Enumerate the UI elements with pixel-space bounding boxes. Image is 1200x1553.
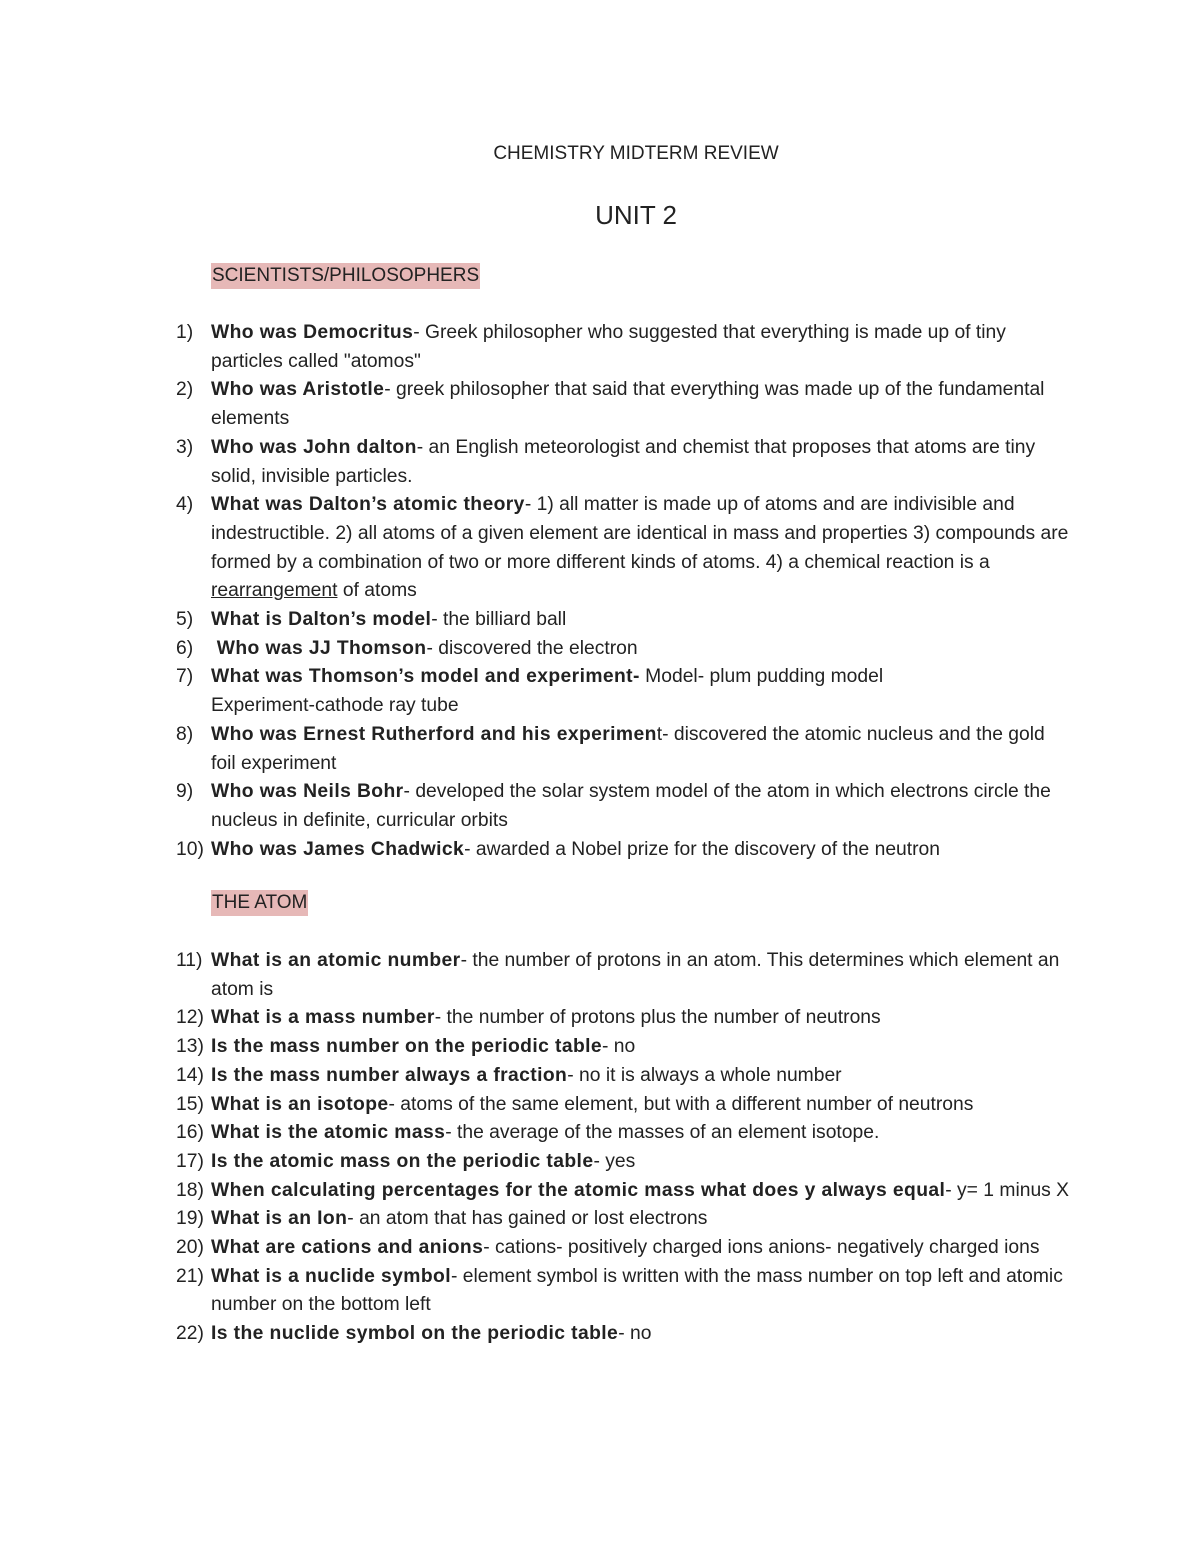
question-text: What is a mass number [211,1007,435,1029]
item-text [211,1062,1071,1091]
item-number: 16) [176,1122,204,1144]
list-item [0,1205,1200,1234]
item-text [211,434,1071,491]
list-item [0,319,1200,376]
item-number: 20) [176,1237,204,1259]
answer-text: - atoms of the same element, but with a different number of neutrons [388,1093,974,1115]
question-text: What is the atomic mass [211,1122,446,1144]
item-number: 7) [176,666,194,688]
answer-text: - the billiard ball [431,609,567,631]
list-item [0,1148,1200,1177]
item-text [211,836,1071,865]
question-text: Who was JJ Thomson [211,637,427,659]
question-text: Is the mass number on the periodic table [211,1036,602,1058]
list-item [0,1177,1200,1206]
item-text [211,1148,1071,1177]
question-text: What is an atomic number [211,950,461,971]
answer-text: - greek philosopher that said that everything was made up of the fundamental elements [211,379,1045,430]
item-text [211,1091,1071,1120]
item-number: 21) [176,1265,204,1287]
question-text: What is an isotope [211,1093,389,1115]
document-title: CHEMISTRY MIDTERM REVIEW [493,143,779,164]
item-text [211,947,1071,1004]
list-item [0,947,1200,1004]
answer-text: - element symbol is written with the mass number on top left and atomic number on the bottom left [211,1265,1063,1316]
list-item [0,606,1200,635]
question-text: Who was Aristotle [211,379,385,401]
answer-text: - no it is always a whole number [567,1064,842,1086]
answer-tail-text: of atoms [337,580,417,602]
answer-text: - no [602,1036,636,1058]
answer-underlined-text: rearrangement [211,580,338,602]
answer-text: - an atom that has gained or lost electrons [347,1208,708,1230]
list-item [0,635,1200,664]
item-number: 12) [176,1007,204,1029]
item-number: 18) [176,1179,204,1201]
answer-text: - y= 1 minus X [945,1179,1070,1201]
item-text [211,1004,1071,1033]
item-number: 13) [176,1036,204,1058]
list-item [0,434,1200,491]
item-number: 17) [176,1150,204,1172]
unit-title: UNIT 2 [595,200,677,230]
list-item [0,1119,1200,1148]
list-item [0,1234,1200,1263]
answer-text: - Greek philosopher who suggested that everything is made up of tiny particles called "atomos" [211,322,1006,372]
list-item [0,1320,1200,1349]
question-list-scientists [0,319,1200,864]
item-number: 15) [176,1093,204,1115]
answer-text: - an English meteorologist and chemist that proposes that atoms are tiny solid, invisible particles. [211,436,1036,487]
answer-text: - 1) all matter is made up of atoms and are indivisible and indestructible. 2) all atoms of a given element are identical in mass and properties 3) compounds are formed by a combination of two or more different kinds of atoms. 4) a chemical reaction is a [211,494,1069,573]
item-number: 8) [176,723,194,745]
item-number: 10) [176,838,204,860]
list-item [0,778,1200,835]
answer-text: - discovered the electron [426,637,638,659]
item-number: 1) [176,322,194,343]
answer-text: - awarded a Nobel prize for the discovery of the neutron [464,838,940,860]
item-text [211,1234,1071,1263]
question-list-the-atom [0,947,1200,1349]
answer-text: - yes [593,1150,636,1172]
list-item [0,1263,1200,1320]
item-text [211,1177,1071,1206]
item-text [211,376,1071,433]
item-text [211,1263,1071,1320]
question-text: Who was James Chadwick [211,838,465,860]
item-text [211,1033,1071,1062]
question-text: Is the atomic mass on the periodic table [211,1150,594,1172]
question-text: Who was John dalton [211,436,417,458]
answer-text: t- discovered the atomic nucleus and the gold foil experiment [211,723,1045,774]
item-text [211,663,971,720]
item-number: 9) [176,781,194,803]
item-number: 3) [176,436,194,458]
item-text [211,491,1071,606]
item-text [211,319,1071,376]
question-text: Is the mass number always a fraction [211,1064,568,1086]
item-number: 2) [176,379,194,401]
list-item [0,491,1200,606]
answer-text: - developed the solar system model of the atom in which electrons circle the nucleus in definite, curricular orbits [211,781,1051,831]
question-text: What is Dalton’s model [211,609,432,631]
item-number: 19) [176,1208,204,1230]
list-item [0,1091,1200,1120]
item-number: 4) [176,494,194,516]
answer-text: - no [618,1323,652,1345]
answer-text: - the number of protons in an atom. This determines which element an atom is [211,950,1060,1000]
question-text: Who was Democritus [211,322,414,343]
list-item [0,1033,1200,1062]
question-text: What is an Ion [211,1208,348,1230]
item-text [211,1205,1071,1234]
item-text [211,778,1071,835]
question-text: What was Dalton’s atomic theory [211,494,525,516]
list-item [0,1062,1200,1091]
list-item [0,721,1200,778]
item-text [211,1119,1071,1148]
answer-text: Model- plum pudding model Experiment-cathode ray tube [211,666,884,717]
list-item [0,376,1200,433]
list-item [0,663,1200,720]
question-text: What is a nuclide symbol [211,1265,451,1287]
item-text [211,721,1071,778]
question-text: Is the nuclide symbol on the periodic table [211,1323,619,1345]
item-number: 14) [176,1064,204,1086]
item-text [211,635,1071,664]
answer-text: - the number of protons plus the number of neutrons [434,1007,881,1029]
list-item [0,1004,1200,1033]
question-text: Who was Ernest Rutherford and his experimen [211,723,657,745]
question-text: Who was Neils Bohr [211,781,404,803]
answer-text: - cations- positively charged ions anions- negatively charged ions [483,1237,1040,1259]
item-number: 22) [176,1323,204,1345]
question-text: When calculating percentages for the atomic mass what does y always equal [211,1179,946,1201]
section-heading-scientists: SCIENTISTS/PHILOSOPHERS [211,263,480,289]
item-text [211,1320,1071,1349]
section-heading-the-atom: THE ATOM [211,890,308,916]
answer-text: - the average of the masses of an element isotope. [445,1122,880,1144]
question-text: What are cations and anions [211,1237,484,1259]
list-item [0,836,1200,865]
item-number: 11) [176,950,203,971]
item-number: 5) [176,609,194,631]
item-number: 6) [176,637,194,659]
question-text: What was Thomson’s model and experiment- [211,666,640,688]
item-text [211,606,1071,635]
